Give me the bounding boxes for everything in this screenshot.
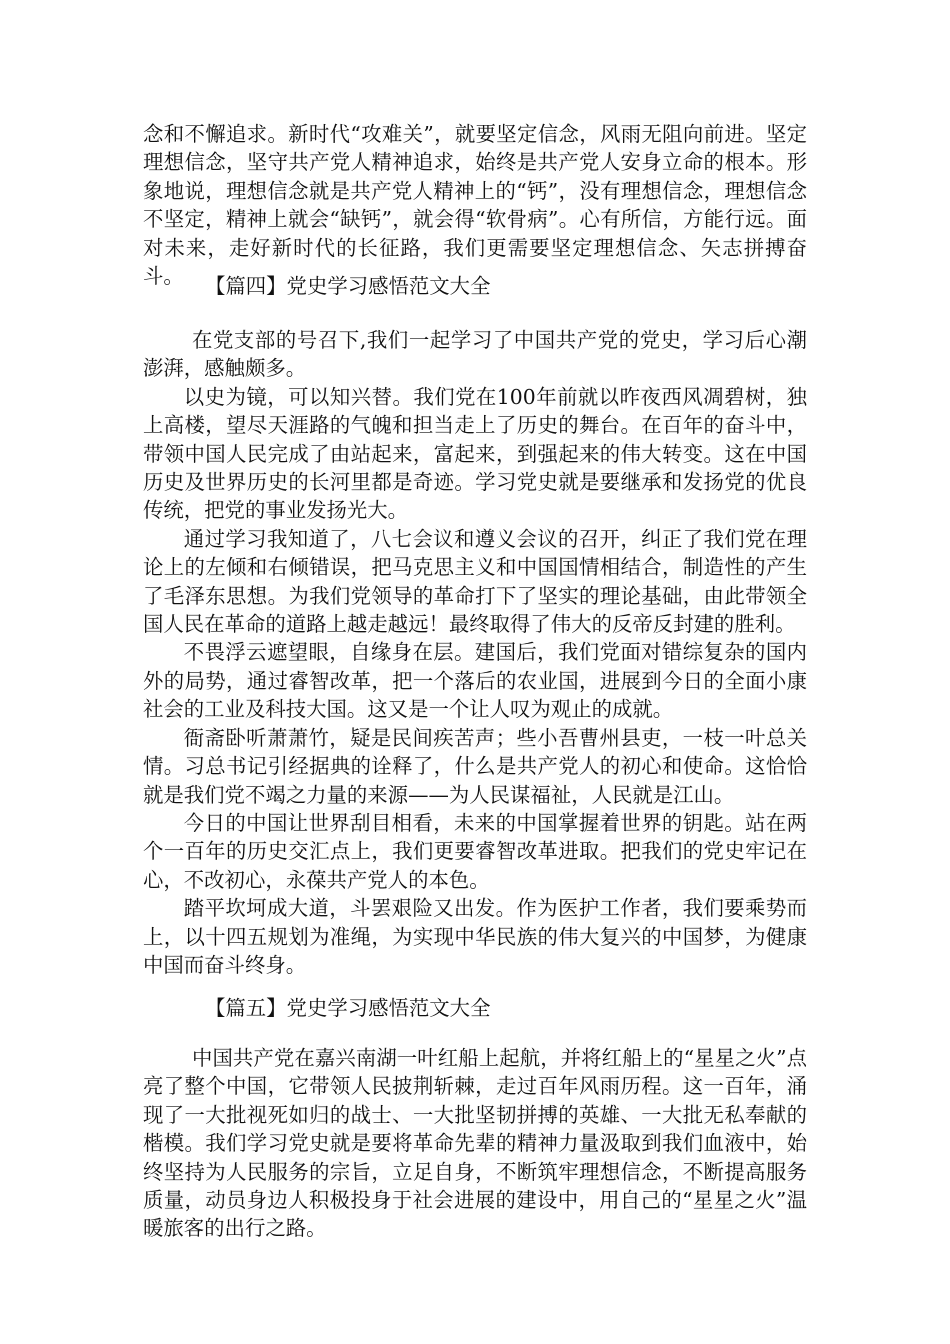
section4-paragraph-5: 衙斋卧听萧萧竹，疑是民间疾苦声；些小吾曹州县吏，一枝一叶总关情。习总书记引经据典的诠释了，什么是共产党人的初心和使命。这恰恰就是我们党不竭之力量的来源——为人民谋福祉，人民就是江山。: [143, 725, 807, 807]
section5-heading: [205, 994, 490, 1022]
section4-paragraph-6: 今日的中国让世界刮目相看，未来的中国掌握着世界的钥匙。站在两个一百年的历史交汇点上，我们更要睿智改革进取。把我们的党史牢记在心，不改初心，永葆共产党人的本色。: [143, 810, 807, 892]
section5-heading-text: 【篇五】党史学习感悟范文大全: [205, 996, 491, 1020]
section4-paragraph-4: 不畏浮云遮望眼，自缘身在层。建国后，我们党面对错综复杂的国内外的局势，通过睿智改革，把一个落后的农业国，进展到今日的全面小康社会的工业及科技大国。这又是一个让人叹为观止的成就。: [143, 640, 807, 722]
section4-paragraph-3: 通过学习我知道了，八七会议和遵义会议的召开，纠正了我们党在理论上的左倾和右倾错误，把马克思主义和中国国情相结合，制造性的产生了毛泽东思想。为我们党领导的革命打下了坚实的理论基础，由此带领全国人民在革命的道路上越走越远！最终取得了伟大的反帝反封建的胜利。: [143, 526, 807, 637]
section5-body: [143, 1044, 807, 1243]
section4-heading-text: 【篇四】党史学习感悟范文大全: [205, 274, 491, 298]
section5-paragraph-1: 中国共产党在嘉兴南湖一叶红船上起航，并将红船上的“星星之火”点亮了整个中国，它带领人民披荆斩棘，走过百年风雨历程。这一百年，涌现了一大批视死如归的战士、一大批坚韧拼搏的英雄、一大批无私奉献的楷模。我们学习党史就是要将革命先辈的精神力量汲取到我们血液中，始终坚持为人民服务的宗旨，立足自身，不断筑牢理想信念，不断提高服务质量，动员身边人积极投身于社会进展的建设中，用自己的“星星之火”温暖旅客的出行之路。: [143, 1046, 807, 1241]
section4-paragraph-2: 以史为镜，可以知兴替。我们党在100年前就以昨夜西风凋碧树，独上高楼，望尽天涯路的气魄和担当走上了历史的舞台。在百年的奋斗中，带领中国人民完成了由站起来，富起来，到强起来的伟大转变。这在中国历史及世界历史的长河里都是奇迹。学习党史就是要继承和发扬党的优良传统，把党的事业发扬光大。: [143, 384, 807, 523]
section4-paragraph-7: 踏平坎坷成大道，斗罢艰险又出发。作为医护工作者，我们要乘势而上，以十四五规划为准绳，为实现中华民族的伟大复兴的中国梦，为健康中国而奋斗终身。: [143, 896, 807, 977]
continued-paragraph: 念和不懈追求。新时代“攻难关”，就要坚定信念，风雨无阻向前进。坚定理想信念，坚守共产党人精神追求，始终是共产党人安身立命的根本。形象地说，理想信念就是共产党人精神上的“钙”，没有理想信念，理想信念不坚定，精神上就会“缺钙”，就会得“软骨病”。心有所信，方能行远。面对未来，走好新时代的长征路，我们更需要坚定理想信念、矢志拼搏奋斗。: [143, 122, 807, 289]
section4-paragraph-1: 在党支部的号召下,我们一起学习了中国共产党的党史，学习后心潮澎湃，感触颇多。: [143, 328, 807, 381]
section4-body: [143, 326, 807, 979]
section4-heading: [205, 272, 490, 300]
continued-paragraph-block: [143, 120, 807, 290]
